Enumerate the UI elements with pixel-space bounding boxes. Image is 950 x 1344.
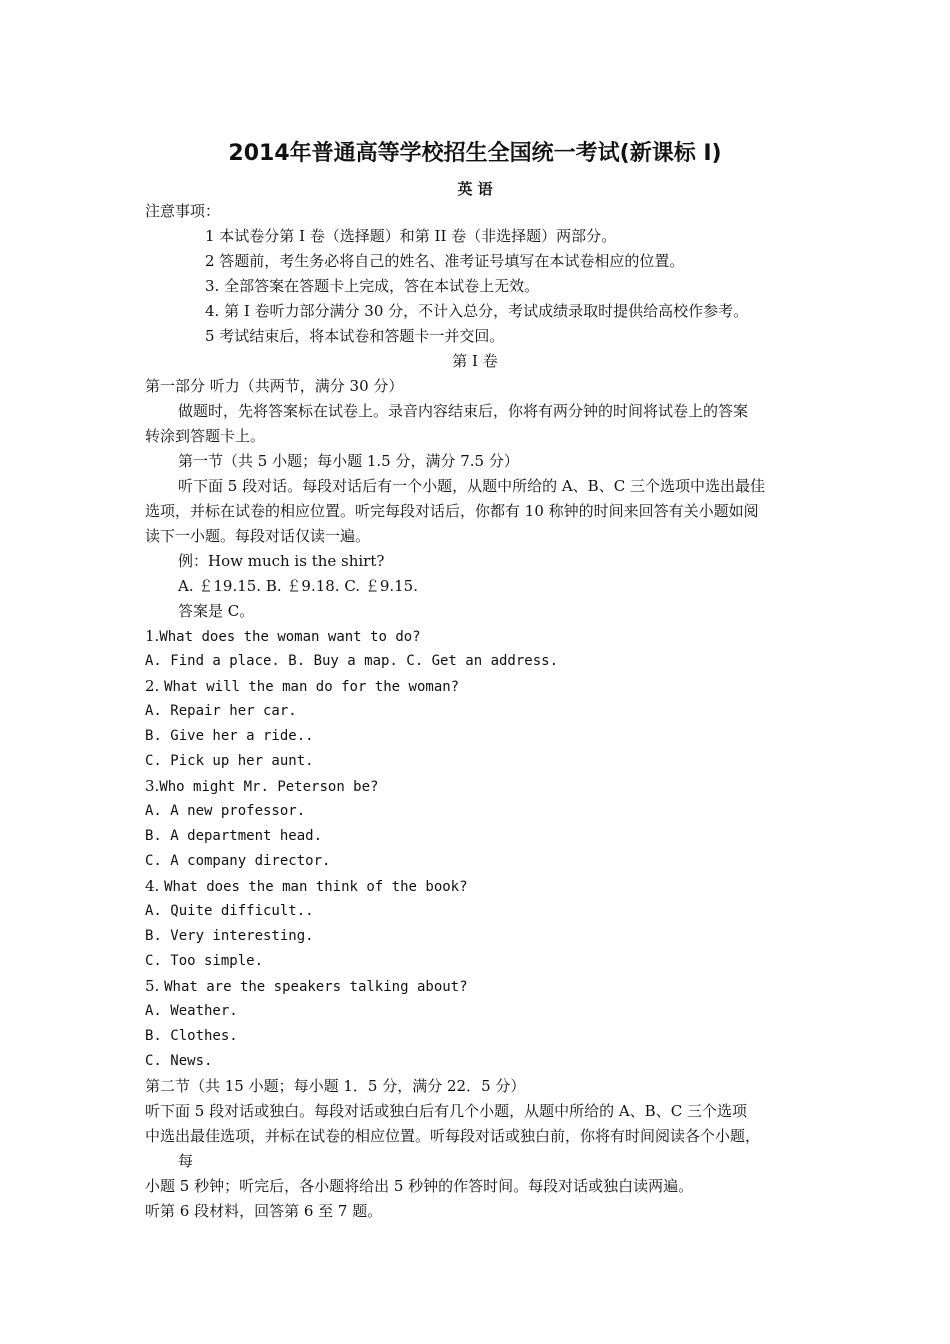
notice-item-1: 1 本试卷分第 I 卷（选择题）和第 II 卷（非选择题）两部分。 [205, 227, 617, 245]
question-number: 2. [145, 677, 160, 695]
section2-instr-line3: 每 [178, 1152, 194, 1170]
question-text: What will the man do for the woman? [164, 679, 460, 695]
question-2-option-b: B. Give her a ride.. [145, 728, 314, 744]
question-number: 1. [145, 627, 160, 645]
subject-heading: 英 语 [457, 180, 493, 198]
part1-intro-line1: 做题时，先将答案标在试卷上。录音内容结束后，你将有两分钟的时间将试卷上的答案 [178, 402, 749, 420]
section1-instr-line2: 选项，并标在试卷的相应位置。听完每段对话后，你都有 10 称钟的时间来回答有关小题如阅 [145, 502, 759, 520]
question-5-option-c: C. News. [145, 1053, 213, 1069]
question-3-option-c: C. A company director. [145, 853, 331, 869]
question-text: What does the woman want to do? [159, 629, 421, 645]
section1-instr-line3: 读下一小题。每段对话仅读一遍。 [145, 527, 371, 545]
question-1-options: A. Find a place. B. Buy a map. C. Get an address. [145, 653, 559, 669]
material-6-instruction: 听第 6 段材料，回答第 6 至 7 题。 [145, 1202, 383, 1220]
question-text: What are the speakers talking about? [164, 979, 468, 995]
question-2 [145, 676, 459, 697]
question-3-option-a: A. A new professor. [145, 803, 306, 819]
section1-instr-line1: 听下面 5 段对话。每段对话后有一个小题，从题中所给的 A、B、C 三个选项中选出最佳 [178, 477, 765, 495]
exam-title: 2014年普通高等学校招生全国统一考试(新课标 I) [228, 141, 722, 166]
example-question: 例：How much is the shirt? [178, 552, 385, 570]
question-number: 4. [145, 877, 160, 895]
question-4-option-a: A. Quite difficult.. [145, 903, 314, 919]
question-number: 3. [145, 777, 160, 795]
question-5-option-b: B. Clothes. [145, 1028, 238, 1044]
question-4-option-c: C. Too simple. [145, 953, 264, 969]
notice-item-3: 3. 全部答案在答题卡上完成，答在本试卷上无效。 [205, 277, 540, 295]
notice-item-5: 5 考试结束后，将本试卷和答题卡一并交回。 [205, 327, 505, 345]
question-number: 5. [145, 977, 160, 995]
section2-instr-line2: 中选出最佳选项，并标在试卷的相应位置。听每段对话或独白前，你将有时间阅读各个小题， [145, 1127, 761, 1145]
question-2-option-c: C. Pick up her aunt. [145, 753, 314, 769]
question-5-option-a: A. Weather. [145, 1003, 238, 1019]
question-4 [145, 876, 468, 897]
question-1 [145, 626, 421, 647]
section2-heading: 第二节（共 15 小题；每小题 1．5 分，满分 22．5 分） [145, 1077, 526, 1095]
question-4-option-b: B. Very interesting. [145, 928, 314, 944]
question-3 [145, 776, 378, 797]
section1-heading: 第一节（共 5 小题；每小题 1.5 分，满分 7.5 分） [178, 452, 519, 470]
part1-heading: 第一部分 听力（共两节，满分 30 分） [145, 377, 404, 395]
question-2-option-a: A. Repair her car. [145, 703, 297, 719]
section2-instr-line4: 小题 5 秒钟；听完后，各小题将给出 5 秒钟的作答时间。每段对话或独白读两遍。 [145, 1177, 694, 1195]
part1-intro-line2: 转涂到答题卡上。 [145, 427, 266, 445]
example-answer: 答案是 C。 [178, 602, 255, 620]
section2-instr-line1: 听下面 5 段对话或独白。每段对话或独白后有几个小题，从题中所给的 A、B、C 三个选项 [145, 1102, 747, 1120]
notice-heading: 注意事项： [145, 202, 221, 220]
example-options: A. ￡19.15. B. ￡9.18. C. ￡9.15. [178, 577, 418, 595]
question-text: Who might Mr. Peterson be? [159, 779, 379, 795]
question-3-option-b: B. A department head. [145, 828, 323, 844]
volume-heading: 第 I 卷 [452, 352, 498, 370]
question-5 [145, 976, 468, 997]
notice-item-2: 2 答题前，考生务必将自己的姓名、准考证号填写在本试卷相应的位置。 [205, 252, 685, 270]
notice-item-4: 4. 第 I 卷听力部分满分 30 分，不计入总分，考试成绩录取时提供给高校作参考。 [205, 302, 749, 320]
question-text: What does the man think of the book? [164, 879, 468, 895]
